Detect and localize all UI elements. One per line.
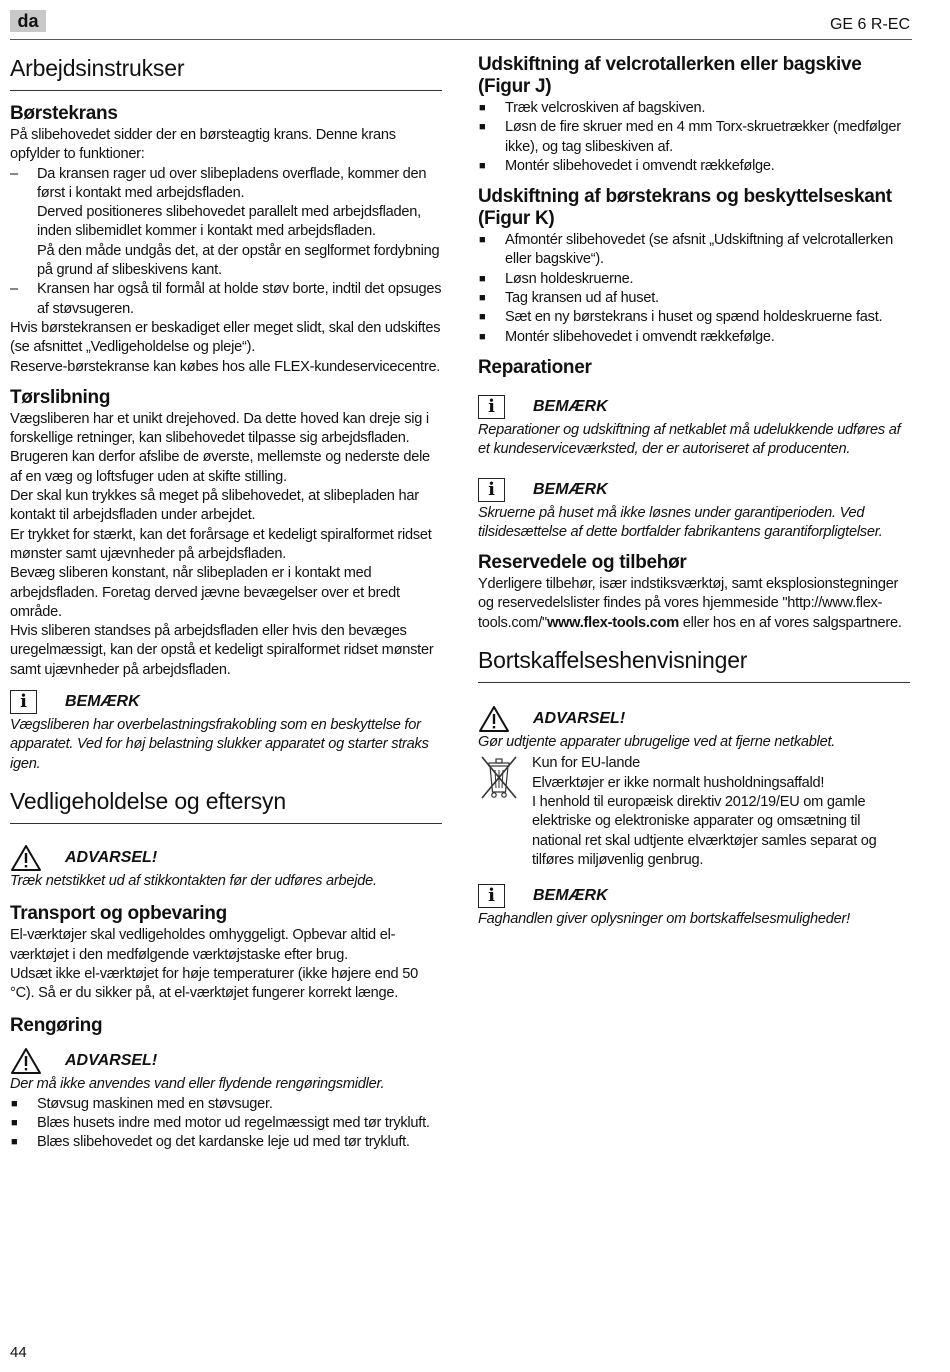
paragraph: Reserve-børstekranse kan købes hos alle FLEX-kundeservicecentre. — [10, 358, 441, 375]
section-title-vedligeholdelse: Vedligeholdelse og eftersyn — [10, 788, 442, 824]
right-column — [478, 52, 910, 929]
paragraph: Er trykket for stærkt, kan det forårsage et kedeligt spiralformet ridset mønster samt ujævnheder på arbejdsfladen. — [10, 526, 432, 562]
section-title-arbejdsinstrukser: Arbejdsinstrukser — [10, 55, 442, 91]
info-icon: i — [478, 478, 505, 502]
paragraph: Elværktøjer er ikke normalt husholdningsaffald! — [532, 774, 825, 791]
page-number: 44 — [10, 1344, 27, 1361]
reservedele-text-end: eller hos en af vores salgspartnere. — [678, 614, 902, 631]
bullet-item: ■ Blæs slibehovedet og det kardanske leje ud med tør trykluft. — [10, 1133, 442, 1152]
warning-text: Træk netstikket ud af stikkontakten før der udføres arbejde. — [10, 872, 377, 889]
dash-item: – Kransen har også til formål at holde støv borte, indtil det opsuges af støvsugeren. — [10, 280, 442, 319]
heading-velcro: Udskiftning af velcrotallerken eller bagskive (Figur J) — [478, 54, 862, 97]
info-icon: i — [10, 690, 37, 714]
bullet-item: ■ Montér slibehovedet i omvendt rækkefølge. — [478, 328, 910, 347]
website-link[interactable]: www.flex-tools.com — [546, 614, 679, 631]
reservedele-text: Yderligere tilbehør, især indstiksværktøj, samt eksplosionstegninger og reservedelslister findes på vores hjemmeside "http://www.flex-tools.com/" — [478, 576, 899, 631]
warning-label: ADVARSEL! — [65, 848, 158, 866]
heading-reparationer: Reparationer — [478, 356, 592, 378]
heading-transport: Transport og opbevaring — [10, 903, 227, 925]
heading-borstekrans-kant: Udskiftning af børstekrans og beskyttelseskant (Figur K) — [478, 186, 892, 230]
bullet-item: ■ Afmontér slibehovedet (se afsnit „Udskiftning af velcrotallerken eller bagskive“). — [478, 231, 910, 270]
info-icon: i — [478, 395, 505, 419]
language-badge: da — [10, 10, 46, 32]
warning-block — [478, 705, 910, 752]
left-column — [10, 52, 442, 1153]
note-text: Reparationer og udskiftning af netkablet må udelukkende udføres af et kundeserviceværksted, der er autoriseret af producenten. — [478, 421, 901, 458]
paragraph: På slibehovedet sidder der en børsteagtig krans. Denne krans opfylder to funktioner: — [10, 127, 396, 163]
heading-torslibning: Tørslibning — [10, 386, 111, 408]
paragraph: Brugeren kan derfor afslibe de øverste, mellemste og nederste dele af en væg og loftsfuger uden at skifte stilling. — [10, 449, 430, 485]
warning-triangle-icon — [10, 1047, 42, 1075]
note-block — [478, 393, 910, 460]
note-label: BEMÆRK — [533, 397, 608, 415]
paragraph: Der skal kun trykkes så meget på slibehovedet, at slibepladen har kontakt til arbejdsfladen under arbejdet. — [10, 488, 419, 524]
paragraph: I henhold til europæisk direktiv 2012/19/EU om gamle elektriske og elektroniske apparater og omsætning til national ret skal udtjente elværktøjer samles separat og tilføres miljøvenlig genbrug. — [532, 793, 877, 868]
note-label: BEMÆRK — [533, 887, 608, 905]
warning-label: ADVARSEL! — [65, 1052, 158, 1070]
note-text: Skruerne på huset må ikke løsnes under garantiperioden. Ved tilsidesættelse af dette bortfalder fabrikantens garantiforpligtelser. — [478, 504, 883, 540]
warning-label: ADVARSEL! — [533, 710, 626, 728]
heading-borstekrans: Børstekrans — [10, 103, 118, 124]
note-block — [10, 688, 442, 774]
paragraph: På den måde undgås det, at der opstår en seglformet fordybning på grund af slibeskivens kant. — [37, 242, 440, 279]
paragraph: Derved positioneres slibehovedet parallelt med arbejdsfladen, inden slibemidlet kommer i kontakt med arbejdsfladen. — [37, 204, 421, 240]
warning-triangle-icon — [478, 705, 510, 733]
info-icon: i — [478, 884, 505, 908]
paragraph: Hvis sliberen standses på arbejdsfladen eller hvis den bevæges uregelmæssigt, kan der opstå et kedeligt spiralformet ridset mønster samt ujævnheder på arbejdsfladen. — [10, 623, 434, 678]
warning-block — [10, 1047, 442, 1094]
note-text: Faghandlen giver oplysninger om bortskaffelsesmuligheder! — [478, 911, 850, 928]
bullet-item: ■ Blæs husets indre med motor ud regelmæssigt med tør trykluft. — [10, 1114, 442, 1133]
paragraph: Udsæt ikke el-værktøjet for høje temperaturer (ikke højere end 50 °C). Så er du sikker på, at el-værktøjet fungerer korrekt længe. — [10, 965, 418, 1002]
note-block — [478, 476, 910, 543]
bullet-item: ■ Løsn de fire skruer med en 4 mm Torx-skruetrækker (medfølger ikke), og tag slibeskiven af. — [478, 118, 910, 157]
bullet-item: ■ Sæt en ny børstekrans i huset og spænd holdeskruerne fast. — [478, 308, 910, 327]
bullet-item: ■ Tag kransen ud af huset. — [478, 289, 910, 308]
note-text: Vægsliberen har overbelastningsfrakobling som en beskyttelse for apparatet. Ved for høj belastning slukker apparatet og starter straks igen. — [10, 717, 429, 772]
crossed-out-bin-icon — [478, 754, 520, 800]
bullet-item: ■ Støvsug maskinen med en støvsuger. — [10, 1095, 442, 1114]
eu-disposal-text — [532, 754, 910, 870]
header-rule — [10, 39, 912, 40]
warning-text: Gør udtjente apparater ubrugelige ved at fjerne netkablet. — [478, 734, 836, 751]
warning-triangle-icon — [10, 844, 42, 872]
paragraph: Hvis børstekransen er beskadiget eller meget slidt, skal den udskiftes (se afsnittet „Vedligeholdelse og pleje“). — [10, 319, 441, 356]
heading-rengoring: Rengøring — [10, 1015, 103, 1037]
paragraph: Bevæg sliberen konstant, når slibepladen er i kontakt med arbejdsfladen. Foretag derved jævne bevægelser over et bredt område. — [10, 565, 400, 620]
dash-item: – Da kransen rager ud over slibepladens overflade, kommer den først i kontakt med arbejdsfladen. — [10, 165, 442, 204]
paragraph: El-værktøjer skal vedligeholdes omhyggeligt. Opbevar altid el-værktøjet i den medfølgende værktøjstaske efter brug. — [10, 927, 396, 963]
bullet-item: ■ Træk velcroskiven af bagskiven. — [478, 99, 910, 118]
note-block — [478, 882, 910, 929]
warning-block — [10, 844, 442, 891]
section-title-bortskaffelse: Bortskaffelseshenvisninger — [478, 647, 910, 683]
bullet-item: ■ Montér slibehovedet i omvendt rækkefølge. — [478, 157, 910, 176]
eu-disposal-block — [478, 754, 910, 870]
bullet-item: ■ Løsn holdeskruerne. — [478, 270, 910, 289]
note-label: BEMÆRK — [65, 693, 140, 711]
paragraph — [478, 575, 910, 633]
heading-reservedele: Reservedele og tilbehør — [478, 552, 687, 574]
paragraph: Vægsliberen har et unikt drejehoved. Da dette hoved kan dreje sig i forskellige retninger, kan slibehovedet tilpasse sig arbejdsfladen. — [10, 410, 429, 447]
note-label: BEMÆRK — [533, 480, 608, 498]
paragraph: Kun for EU-lande — [532, 755, 640, 772]
model-code: GE 6 R-EC — [829, 16, 910, 33]
warning-text: Der må ikke anvendes vand eller flydende rengøringsmidler. — [10, 1076, 385, 1093]
